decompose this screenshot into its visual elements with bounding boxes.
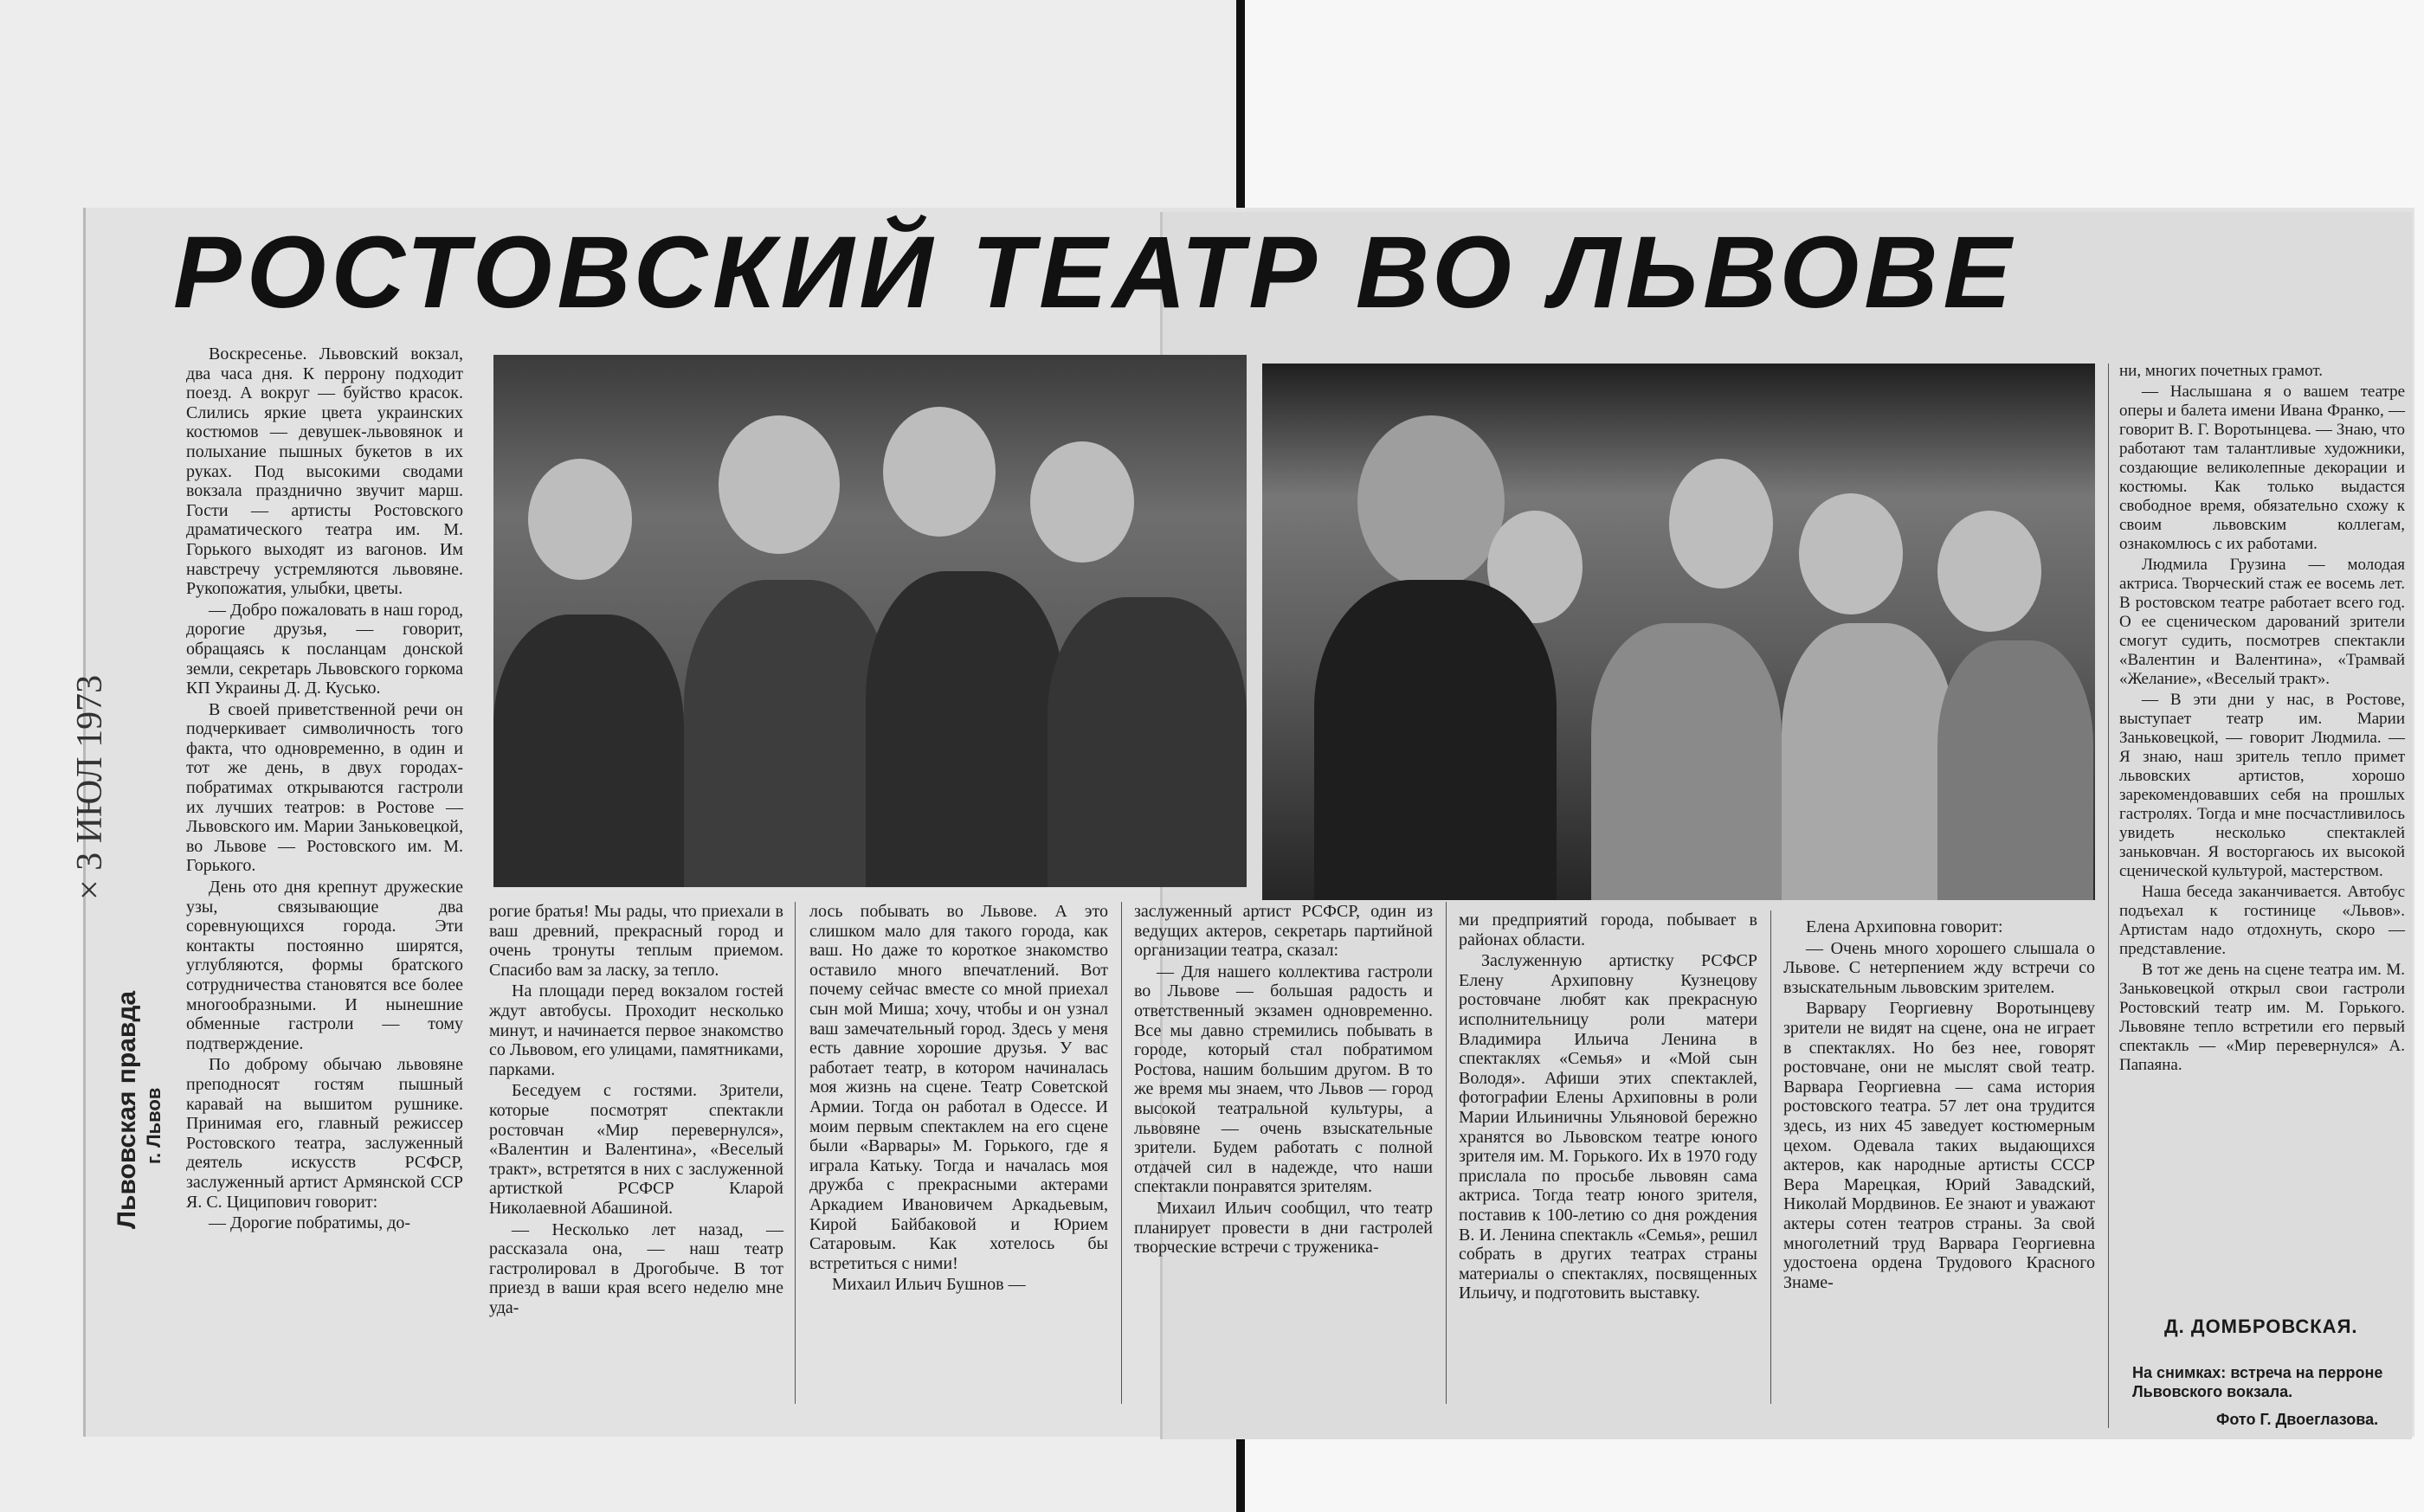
photo-face xyxy=(719,415,840,554)
photo-face xyxy=(1669,459,1773,589)
paragraph: — Очень много хорошего слышала о Львове. С нетерпением жду встречи со взыскательным львовским зрителем. xyxy=(1783,938,2095,997)
photo-figure xyxy=(866,571,1065,887)
paragraph: День ото дня крепнут дружеские узы, связывающие два соревнующихся города. Эти контакты постоянно ширятся, углубляются, формы братского сотрудничества становятся все более многообразными. И нынешние обменные гастроли — тому подтверждение. xyxy=(186,878,463,1053)
column-rule xyxy=(1770,910,1771,1404)
photo-credit: Фото Г. Двоеглазова. xyxy=(2216,1411,2379,1428)
article-headline: РОСТОВСКИЙ ТЕАТР ВО ЛЬВОВЕ xyxy=(173,216,2017,330)
article-column-2 xyxy=(489,902,783,1317)
paragraph: Михаил Ильич сообщил, что театр планирует провести в дни гастролей творческие встречи с труженика- xyxy=(1134,1198,1433,1258)
paragraph: Варвару Георгиевну Воротынцеву зрители не видят на сцене, она не играет в спектаклях. Но без нее, говорят ростовчане, они не мыслят свой театр. Варвара Георгиевна — сама история ростовского театра. 57 лет она трудится здесь, из них 45 заведует костюмерным цехом. Одевала таких выдающихся актеров, как народные артисты СССР Вера Марецкая, Юрий Завадский, Николай Мордвинов. Ее знают и уважают актеры сотен театров страны. За свой многолетний труд Варвара Георгиевна удостоена ордена Трудового Красного Знаме- xyxy=(1783,999,2095,1292)
paragraph: Воскресенье. Львовский вокзал, два часа дня. К перрону подходит поезд. А вокруг — буйство красок. Слились яркие цвета украинских костюмов — девушек-львовянок и полыхание пышных букетов в их руках. Под высокими сводами вокзала празднично звучит марш. Гости — артисты Ростовского драматического театра им. М. Горького выходят из вагонов. Им навстречу устремляются львовяне. Рукопожатия, улыбки, цветы. xyxy=(186,344,463,599)
paragraph: На площади перед вокзалом гостей ждут автобусы. Проходит несколько минут, и начинается первое знакомство со Львовом, его улицами, памятниками, парками. xyxy=(489,981,784,1079)
photo-figure xyxy=(1048,597,1247,887)
paragraph: Михаил Ильич Бушнов — xyxy=(832,1275,1026,1295)
article-column-7 xyxy=(2119,362,2405,1075)
photo-figure xyxy=(1937,640,2093,900)
photo-caption xyxy=(2132,1363,2401,1401)
article-column-4 xyxy=(1134,902,1433,1258)
paragraph: заслуженный артист РСФСР, один из ведущих актеров, секретарь партийной организации театра, сказал: xyxy=(1134,902,1433,961)
photo-figure xyxy=(1782,623,1955,900)
caption-label: На снимках: xyxy=(2132,1364,2227,1381)
paragraph: — Несколько лет назад, — рассказала она, — наш театр гастролировал в Дрогобыче. В тот приезд в ваши края всего неделю мне уда- xyxy=(489,1219,783,1317)
newspaper-city: г. Львов xyxy=(143,1087,164,1164)
column-rule xyxy=(1446,902,1447,1404)
article-column-6 xyxy=(1783,917,2095,1292)
article-column-5 xyxy=(1459,910,1757,1303)
paragraph: Людмила Грузина — молодая актриса. Творческий стаж ее восемь лет. В ростовском театре работает всего год. О ее сценическом дарований зрители смогут судить, посмотрев спектакли «Валентин и Валентина», «Трамвай «Желание», «Веселый тракт». xyxy=(2119,556,2405,688)
paragraph: ни, многих почетных грамот. xyxy=(2119,362,2324,380)
photo-face xyxy=(528,459,632,580)
photo-figure xyxy=(493,614,684,887)
paragraph: лось побывать во Львове. А это слишком мало для такого города, как ваш. Но даже то короткое знакомство оставило много впечатлений. Вот почему сейчас вместе со мной приехал сын мой Миша; хочу, чтобы и он узнал ваш замечательный город. Здесь у меня есть давние хорошие друзья. У вас работает театр, в котором начиналась моя жизнь на сцене. Театр Советской Армии. Тогда он работал в Одессе. И моим первым спектаклем на его сцене были «Варвары» М. Горького, где я играла Катьку. Тогда и началась моя дружба с прекрасными актерами Аркадием Ивановичем Аркадьевым, Кирой Байбаковой и Юрием Сатаровым. Как хотелось бы встретиться с ними! xyxy=(809,902,1108,1273)
photo-figure xyxy=(1591,623,1782,900)
photo-face xyxy=(1799,493,1903,614)
photo-face xyxy=(883,407,996,537)
paragraph: В своей приветственной речи он подчеркивает символичность того факта, что одновременно, в один и тот же день, в двух городах-побратимах открываются гастроли их лучших театров: в Ростове — Львовского им. Марии Заньковецкой, во Львове — Ростовского им. М. Горького. xyxy=(186,699,463,876)
caption-text: встреча на перроне Львовского вокзала. xyxy=(2132,1364,2383,1400)
date-stamp: × 3 ИЮЛ 1973 xyxy=(70,674,110,900)
paragraph: ми предприятий города, побывает в районах области. xyxy=(1459,910,1757,949)
article-column-3 xyxy=(809,902,1108,1295)
scan-divider-top xyxy=(1236,0,1245,208)
paragraph: — Наслышана я о вашем театре оперы и балета имени Ивана Франко, — говорит В. Г. Воротынцева. — Знаю, что работают там талантливые художники, создающие великолепные декорации и костюмы. Как только выдастся свободное время, обязательно схожу к своим львовским коллегам, ознакомлюсь с их работами. xyxy=(2119,383,2405,553)
paragraph: Беседуем с гостями. Зрители, которые посмотрят спектакли ростовчан «Мир перевернулся», «Валентин и Валентина», «Веселый тракт», встретятся в них с заслуженной артисткой РСФСР Кларой Николаевной Абашиной. xyxy=(489,1081,783,1218)
paragraph: Заслуженную артистку РСФСР Елену Архиповну Кузнецову ростовчане любят как прекрасную исполнительницу роли матери Владимира Ильича Ленина в спектаклях «Семья» и «Мой сын Володя». Афиши этих спектаклей, фотографии Елены Архиповны в роли Марии Ильиничны Ульяновой бережно хранятся во Львовском театре юного зрителя им. М. Горького. Их в 1970 году прислала по просьбе львовян сама актриса. Тогда театр юного зрителя, поставив к 100-летию со дня рождения В. И. Ленина спектакль «Семья», решил собрать в других театрах страны материалы о спектаклях, посвященных Ильичу, и подготовить выставку. xyxy=(1459,951,1757,1303)
paragraph: В тот же день на сцене театра им. М. Заньковецкой открыл свои гастроли Ростовский театр им. М. Горького. Львовяне тепло встретили его первый спектакль — «Мир перевернулся» А. Папаяна. xyxy=(2119,961,2405,1074)
column-rule xyxy=(2108,364,2109,1428)
paragraph: Наша беседа заканчивается. Автобус подъехал к гостинице «Львов». Артистам надо отдохнуть, скоро — представление. xyxy=(2119,883,2405,958)
photo-face xyxy=(1937,511,2041,632)
photo-face xyxy=(1030,441,1134,563)
article-column-1 xyxy=(186,344,463,1233)
paragraph: Елена Архиповна говорит: xyxy=(1806,917,2003,936)
paragraph: — Дорогие побратимы, до- xyxy=(209,1213,411,1233)
photo-welcoming-crowd xyxy=(493,355,1247,887)
article-author: Д. ДОМБРОВСКАЯ. xyxy=(2164,1316,2358,1337)
paragraph: По доброму обычаю львовяне преподносят гостям пышный каравай на вышитом рушнике. Принимая его, главный режиссер Ростовского театра, заслуженный деятель искусств РСФСР, заслуженный артист Армянской ССР Я. С. Циципович говорит: xyxy=(186,1055,463,1212)
photo-figure xyxy=(1314,580,1557,900)
photo-figure xyxy=(684,580,892,887)
paragraph: рогие братья! Мы рады, что приехали в ваш древний, прекрасный город и очень тронуты теплым приемом. Спасибо вам за ласку, за тепло. xyxy=(489,902,783,980)
column-rule xyxy=(1121,902,1122,1404)
photo-face xyxy=(1357,415,1505,589)
paragraph: — Добро пожаловать в наш город, дорогие друзья, — говорит, обращаясь к посланцам донской земли, секретарь Львовского горкома КП Украины Д. Д. Кусько. xyxy=(186,600,464,698)
paragraph: — В эти дни у нас, в Ростове, выступает театр им. Марии Заньковецкой, — говорит Людмила. — Я знаю, наш зритель тепло примет львовских артистов, хорошо зарекомендовавших себя на прошлых гастролях. Тогда и мне посчастливилось увидеть несколько спектаклей заньковчан. Я восторгаюсь их высокой сценической культурой, мастерством. xyxy=(2119,691,2405,880)
column-rule xyxy=(795,902,796,1404)
newspaper-name: Львовская правда xyxy=(113,990,141,1229)
paragraph: — Для нашего коллектива гастроли во Львове — большая радость и ответственный экзамен одновременно. Все мы давно стремились побывать в городе, который стал побратимом Ростова, нашим большим другом. В то же время мы знаем, что Львов — город высокой театральной культуры, а львовяне — очень взыскательные зрители. Будем работать с полной отдачей сил в надежде, что наши спектакли понравятся зрителям. xyxy=(1134,962,1433,1197)
photo-bread-and-salt-greeting xyxy=(1262,364,2095,900)
